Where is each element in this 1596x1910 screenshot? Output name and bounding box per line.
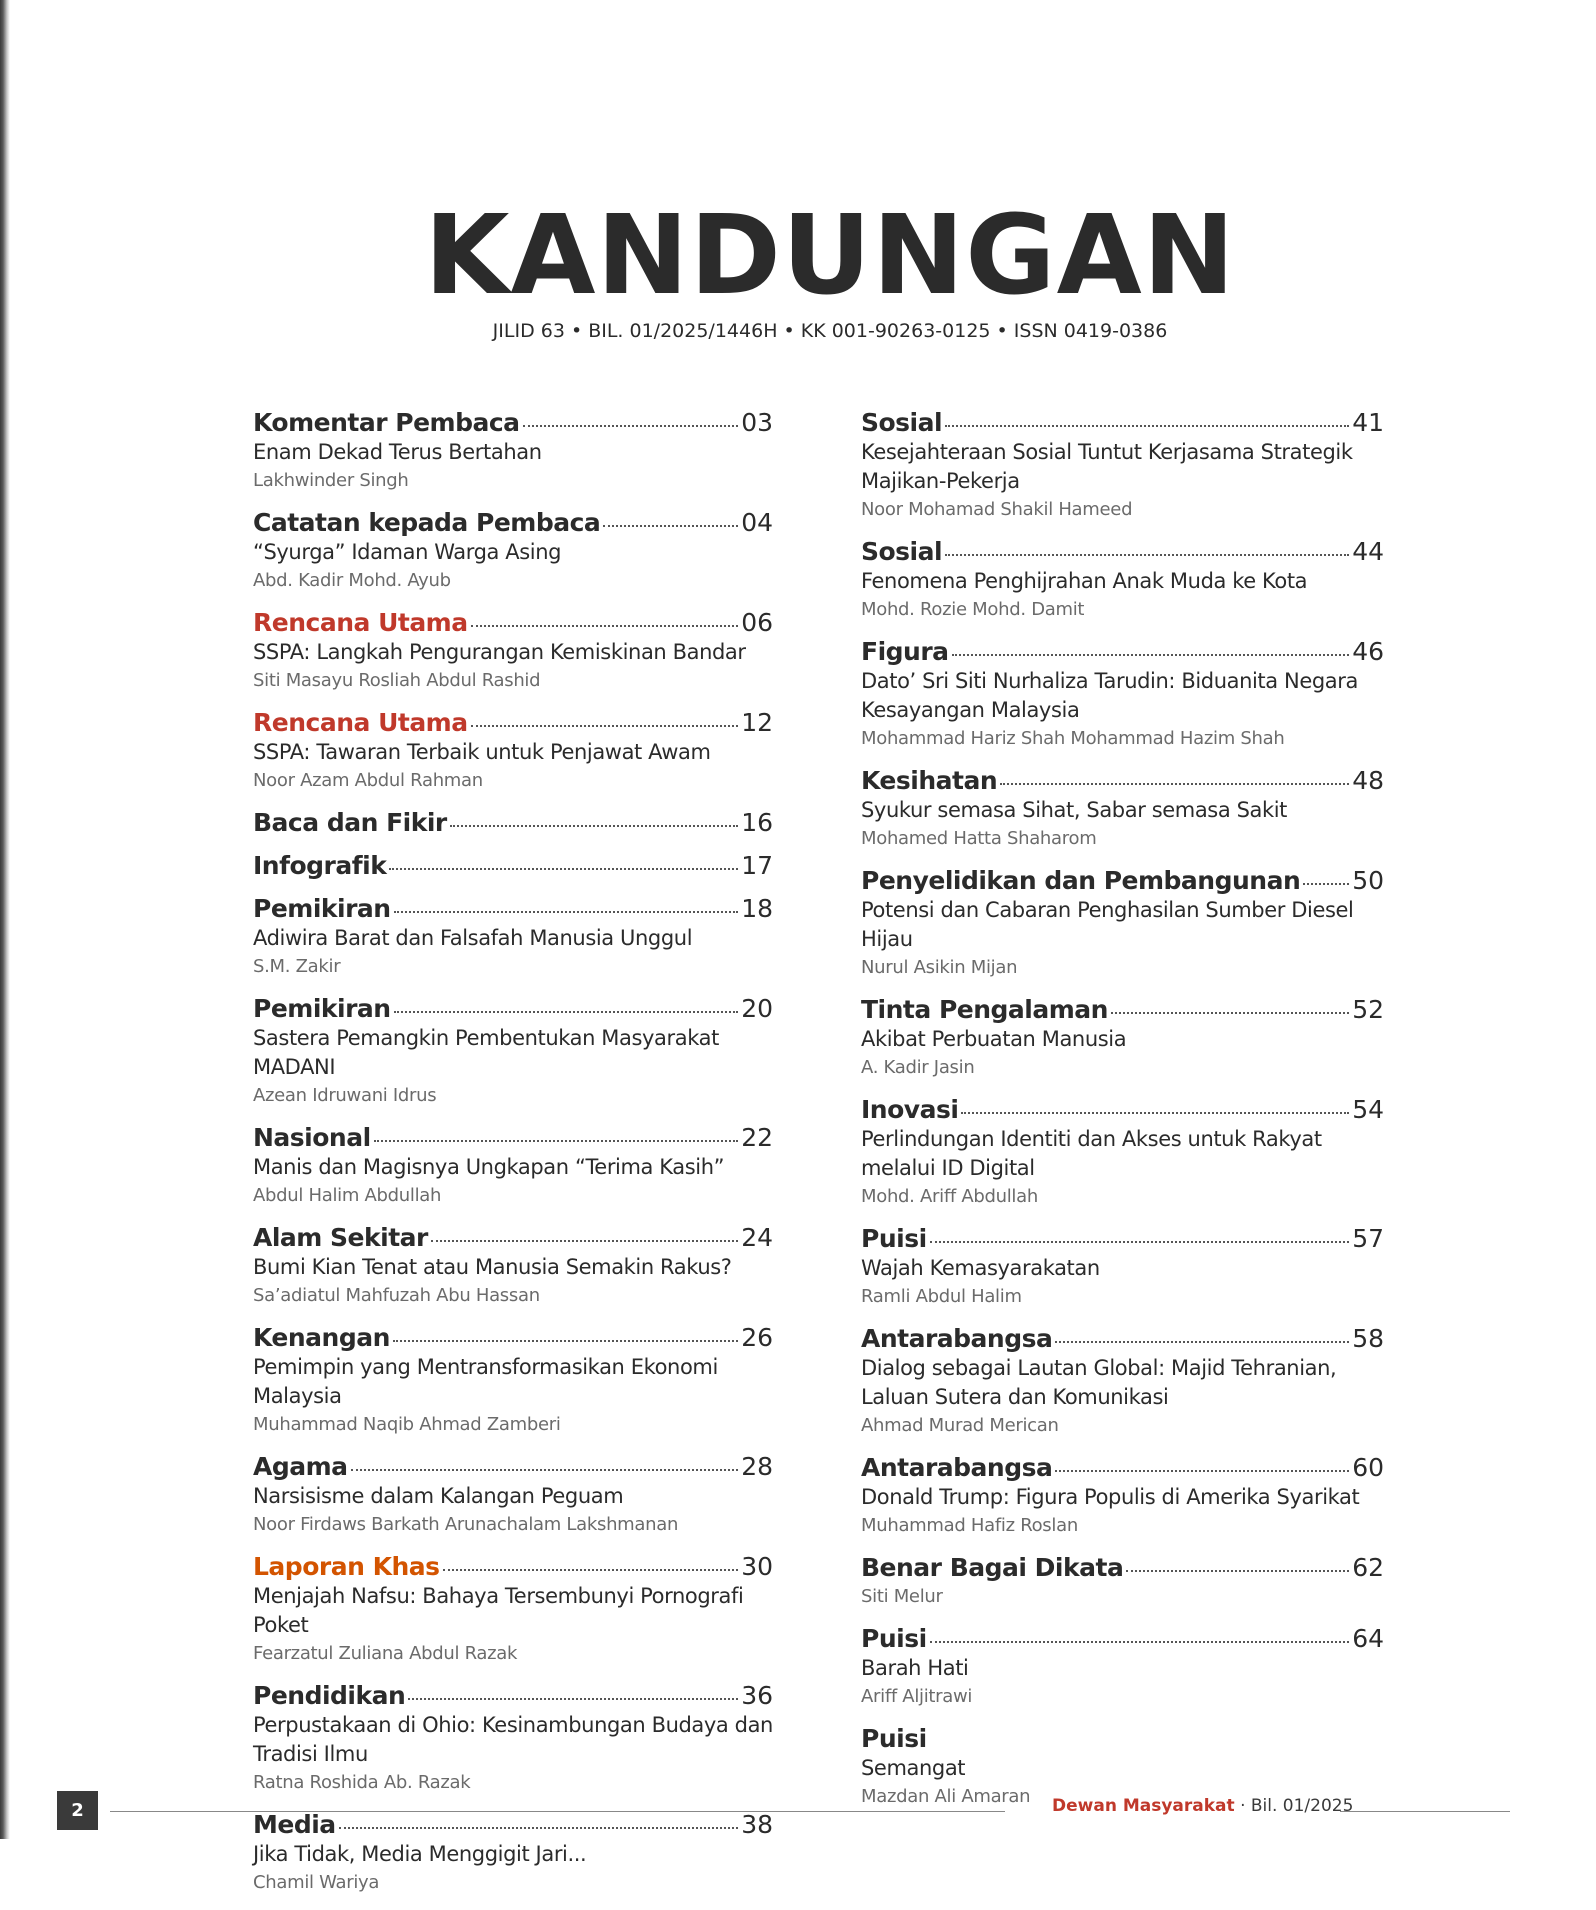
issue-label: · Bil. 01/2025 (1240, 1796, 1354, 1816)
toc-entry-heading (861, 1724, 1384, 1754)
toc-entry-heading (861, 766, 1384, 796)
author-name: S.M. Zakir (253, 956, 341, 977)
issue-info: JILID 63 • BIL. 01/2025/1446H • KK 001-90263-0125 • ISSN 0419-0386 (492, 320, 1168, 342)
dot-leader (339, 1827, 739, 1829)
page-ref: 64 (1352, 1624, 1384, 1653)
article-title: Barah Hati (861, 1656, 969, 1680)
toc-entry-heading (253, 1123, 773, 1153)
section-title: Agama (253, 1452, 348, 1481)
section-title: Nasional (253, 1123, 371, 1152)
toc-entry-heading (253, 1810, 773, 1840)
page-ref: 06 (741, 608, 773, 637)
section-title: Baca dan Fikir (253, 808, 447, 837)
article-title: Donald Trump: Figura Populis di Amerika Syarikat (861, 1485, 1360, 1509)
page-title: KANDUNGAN (424, 191, 1236, 319)
section-title: Inovasi (861, 1095, 959, 1124)
section-title: Pendidikan (253, 1681, 406, 1710)
author-name: Mohamed Hatta Shaharom (861, 828, 1097, 849)
article-title: Fenomena Penghijrahan Anak Muda ke Kota (861, 569, 1308, 593)
toc-entry-heading (253, 608, 773, 638)
article-title: Dato’ Sri Siti Nurhaliza Tarudin: Biduanita Negara Kesayangan Malaysia (861, 669, 1358, 722)
section-title: Kesihatan (861, 766, 998, 795)
section-title: Figura (861, 637, 949, 666)
toc-entry[interactable] (253, 994, 773, 1110)
section-title: Rencana Utama (253, 708, 468, 737)
dot-leader (1126, 1570, 1349, 1572)
toc-entry[interactable] (253, 608, 773, 695)
toc-entry[interactable] (861, 1553, 1384, 1611)
toc-entry[interactable] (861, 1324, 1384, 1440)
author-name: Abdul Halim Abdullah (253, 1185, 442, 1206)
toc-entry-heading (861, 1224, 1384, 1254)
section-title: Catatan kepada Pembaca (253, 508, 601, 537)
dot-leader (450, 825, 738, 827)
page-ref: 24 (741, 1223, 773, 1252)
toc-entry[interactable] (253, 894, 773, 981)
dot-leader (961, 1112, 1349, 1114)
author-name: Noor Azam Abdul Rahman (253, 770, 483, 791)
section-title: Laporan Khas (253, 1552, 440, 1581)
toc-entry[interactable] (253, 1323, 773, 1439)
author-name: Sa’adiatul Mahfuzah Abu Hassan (253, 1285, 540, 1306)
page-ref: 50 (1352, 866, 1384, 895)
toc-entry[interactable] (253, 408, 773, 495)
toc-entry-heading (253, 1552, 773, 1582)
dot-leader (394, 911, 739, 913)
article-title: Perpustakaan di Ohio: Kesinambungan Budaya dan Tradisi Ilmu (253, 1713, 773, 1766)
page-ref: 03 (741, 408, 773, 437)
page-ref: 57 (1352, 1224, 1384, 1253)
toc-entry-heading (253, 894, 773, 924)
page-ref: 38 (741, 1810, 773, 1839)
page-number: 2 (57, 1791, 98, 1830)
toc-entry-heading (253, 1323, 773, 1353)
author-name: Ramli Abdul Halim (861, 1286, 1022, 1307)
section-title: Media (253, 1810, 336, 1839)
toc-entry[interactable] (253, 1810, 773, 1897)
dot-leader (952, 654, 1350, 656)
page-ref: 16 (741, 808, 773, 837)
toc-entry[interactable] (253, 1452, 773, 1539)
dot-leader (930, 1241, 1350, 1243)
dot-leader (1303, 883, 1349, 885)
author-name: Siti Masayu Rosliah Abdul Rashid (253, 670, 541, 691)
author-name: Muhammad Naqib Ahmad Zamberi (253, 1414, 561, 1435)
page-ref: 26 (741, 1323, 773, 1352)
section-title: Puisi (861, 1224, 927, 1253)
article-title: Jika Tidak, Media Menggigit Jari... (253, 1842, 587, 1866)
dot-leader (471, 725, 739, 727)
toc-entry-heading (861, 1624, 1384, 1654)
article-title: Pemimpin yang Mentransformasikan Ekonomi Malaysia (253, 1355, 718, 1408)
author-name: Nurul Asikin Mijan (861, 957, 1018, 978)
dot-leader (523, 425, 739, 427)
article-title: Semangat (861, 1756, 966, 1780)
section-title: Sosial (861, 537, 943, 566)
author-name: A. Kadir Jasin (861, 1057, 975, 1078)
page-ref: 58 (1352, 1324, 1384, 1353)
dot-leader (393, 1340, 738, 1342)
section-title: Kenangan (253, 1323, 390, 1352)
section-title: Puisi (861, 1724, 927, 1753)
section-title: Rencana Utama (253, 608, 468, 637)
contents-right-column (861, 408, 1384, 1824)
dot-leader (945, 554, 1349, 556)
toc-entry-heading (253, 708, 773, 738)
page-ref: 60 (1352, 1453, 1384, 1482)
page-ref: 52 (1352, 995, 1384, 1024)
dot-leader (351, 1469, 739, 1471)
toc-entry-heading (253, 408, 773, 438)
page-ref: 44 (1352, 537, 1384, 566)
dot-leader (431, 1240, 738, 1242)
author-name: Noor Firdaws Barkath Arunachalam Lakshmanan (253, 1514, 679, 1535)
toc-entry-heading (861, 1095, 1384, 1125)
page-ref: 28 (741, 1452, 773, 1481)
section-title: Antarabangsa (861, 1453, 1053, 1482)
page-ref: 36 (741, 1681, 773, 1710)
article-title: “Syurga” Idaman Warga Asing (253, 540, 562, 564)
contents-left-column (253, 408, 773, 1910)
author-name: Ahmad Murad Merican (861, 1415, 1059, 1436)
toc-entry-heading (253, 808, 773, 838)
dot-leader (603, 525, 738, 527)
magazine-name: Dewan Masyarakat (1052, 1796, 1235, 1816)
page-ref: 22 (741, 1123, 773, 1152)
toc-entry[interactable] (253, 508, 773, 595)
author-name: Azean Idruwani Idrus (253, 1085, 437, 1106)
page-ref: 46 (1352, 637, 1384, 666)
page-ref: 48 (1352, 766, 1384, 795)
author-name: Mohammad Hariz Shah Mohammad Hazim Shah (861, 728, 1285, 749)
toc-entry-heading (253, 1223, 773, 1253)
author-name: Fearzatul Zuliana Abdul Razak (253, 1643, 518, 1664)
page-ref: 54 (1352, 1095, 1384, 1124)
author-name: Abd. Kadir Mohd. Ayub (253, 570, 451, 591)
author-name: Mazdan Ali Amaran (861, 1786, 1031, 1807)
dot-leader (471, 625, 739, 627)
author-name: Mohd. Ariff Abdullah (861, 1186, 1038, 1207)
toc-entry-heading (253, 1681, 773, 1711)
author-name: Ariff Aljitrawi (861, 1686, 973, 1707)
page-ref: 62 (1352, 1553, 1384, 1582)
article-title: SSPA: Tawaran Terbaik untuk Penjawat Awam (253, 740, 711, 764)
page-ref: 17 (741, 851, 773, 880)
toc-entry[interactable] (253, 808, 773, 838)
toc-entry[interactable] (861, 1095, 1384, 1211)
dot-leader (1055, 1341, 1349, 1343)
section-title: Pemikiran (253, 894, 391, 923)
dot-leader (443, 1569, 739, 1571)
page-ref: 41 (1352, 408, 1384, 437)
footer-running-title (1052, 1796, 1353, 1816)
page-ref: 18 (741, 894, 773, 923)
toc-entry-heading (861, 1453, 1384, 1483)
article-title: Manis dan Magisnya Ungkapan “Terima Kasih” (253, 1155, 725, 1179)
page-ref: 30 (741, 1552, 773, 1581)
article-title: Akibat Perbuatan Manusia (861, 1027, 1127, 1051)
section-title: Alam Sekitar (253, 1223, 428, 1252)
toc-entry[interactable] (861, 995, 1384, 1082)
dot-leader (394, 1011, 739, 1013)
toc-entry[interactable] (253, 1123, 773, 1210)
toc-entry[interactable] (861, 1624, 1384, 1711)
toc-entry[interactable] (861, 1224, 1384, 1311)
toc-entry-heading (861, 995, 1384, 1025)
toc-entry[interactable] (861, 637, 1384, 753)
section-title: Pemikiran (253, 994, 391, 1023)
author-name: Ratna Roshida Ab. Razak (253, 1772, 471, 1793)
author-name: Muhammad Hafiz Roslan (861, 1515, 1078, 1536)
article-title: SSPA: Langkah Pengurangan Kemiskinan Bandar (253, 640, 746, 664)
dot-leader (374, 1140, 739, 1142)
page-ref: 12 (741, 708, 773, 737)
article-title: Menjajah Nafsu: Bahaya Tersembunyi Pornografi Poket (253, 1584, 744, 1637)
toc-entry-heading (253, 508, 773, 538)
toc-entry-heading (861, 1553, 1384, 1583)
toc-entry-heading (861, 1324, 1384, 1354)
author-name: Mohd. Rozie Mohd. Damit (861, 599, 1085, 620)
toc-entry-heading (253, 1452, 773, 1482)
article-title: Perlindungan Identiti dan Akses untuk Rakyat melalui ID Digital (861, 1127, 1322, 1180)
toc-entry[interactable] (253, 708, 773, 795)
article-title: Enam Dekad Terus Bertahan (253, 440, 542, 464)
section-title: Komentar Pembaca (253, 408, 520, 437)
section-title: Infografik (253, 851, 387, 880)
section-title: Antarabangsa (861, 1324, 1053, 1353)
section-title: Puisi (861, 1624, 927, 1653)
author-name: Chamil Wariya (253, 1872, 380, 1893)
toc-entry-heading (861, 866, 1384, 896)
dot-leader (389, 868, 738, 870)
author-name: Lakhwinder Singh (253, 470, 409, 491)
section-title: Benar Bagai Dikata (861, 1553, 1124, 1582)
toc-entry[interactable] (861, 1453, 1384, 1540)
dot-leader (930, 1641, 1350, 1643)
dot-leader (1000, 783, 1349, 785)
toc-entry[interactable] (861, 408, 1384, 524)
section-title: Sosial (861, 408, 943, 437)
toc-entry-heading (253, 851, 773, 881)
dot-leader (1055, 1470, 1349, 1472)
article-title: Narsisisme dalam Kalangan Peguam (253, 1484, 624, 1508)
author-name: Noor Mohamad Shakil Hameed (861, 499, 1133, 520)
toc-entry[interactable] (861, 766, 1384, 853)
article-title: Wajah Kemasyarakatan (861, 1256, 1100, 1280)
dot-leader (1111, 1012, 1349, 1014)
section-title: Tinta Pengalaman (861, 995, 1108, 1024)
dot-leader (408, 1698, 738, 1700)
section-title: Penyelidikan dan Pembangunan (861, 866, 1301, 895)
article-title: Sastera Pemangkin Pembentukan Masyarakat MADANI (253, 1026, 719, 1079)
toc-entry[interactable] (253, 1681, 773, 1797)
toc-entry[interactable] (861, 866, 1384, 982)
toc-entry-heading (253, 994, 773, 1024)
toc-entry[interactable] (253, 851, 773, 881)
toc-entry-heading (861, 537, 1384, 567)
page-ref: 20 (741, 994, 773, 1023)
article-title: Syukur semasa Sihat, Sabar semasa Sakit (861, 798, 1288, 822)
toc-entry[interactable] (253, 1223, 773, 1310)
toc-entry[interactable] (253, 1552, 773, 1668)
author-name: Siti Melur (861, 1586, 943, 1607)
dot-leader (945, 425, 1349, 427)
toc-entry-heading (861, 408, 1384, 438)
page-ref: 04 (741, 508, 773, 537)
toc-entry[interactable] (861, 537, 1384, 624)
article-title: Kesejahteraan Sosial Tuntut Kerjasama Strategik Majikan-Pekerja (861, 440, 1353, 493)
article-title: Potensi dan Cabaran Penghasilan Sumber Diesel Hijau (861, 898, 1354, 951)
article-title: Dialog sebagai Lautan Global: Majid Tehranian, Laluan Sutera dan Komunikasi (861, 1356, 1337, 1409)
article-title: Bumi Kian Tenat atau Manusia Semakin Rakus? (253, 1255, 732, 1279)
footer-rule-right (1340, 1811, 1510, 1812)
toc-entry-heading (861, 637, 1384, 667)
article-title: Adiwira Barat dan Falsafah Manusia Unggul (253, 926, 693, 950)
footer-rule-left (110, 1811, 1005, 1812)
